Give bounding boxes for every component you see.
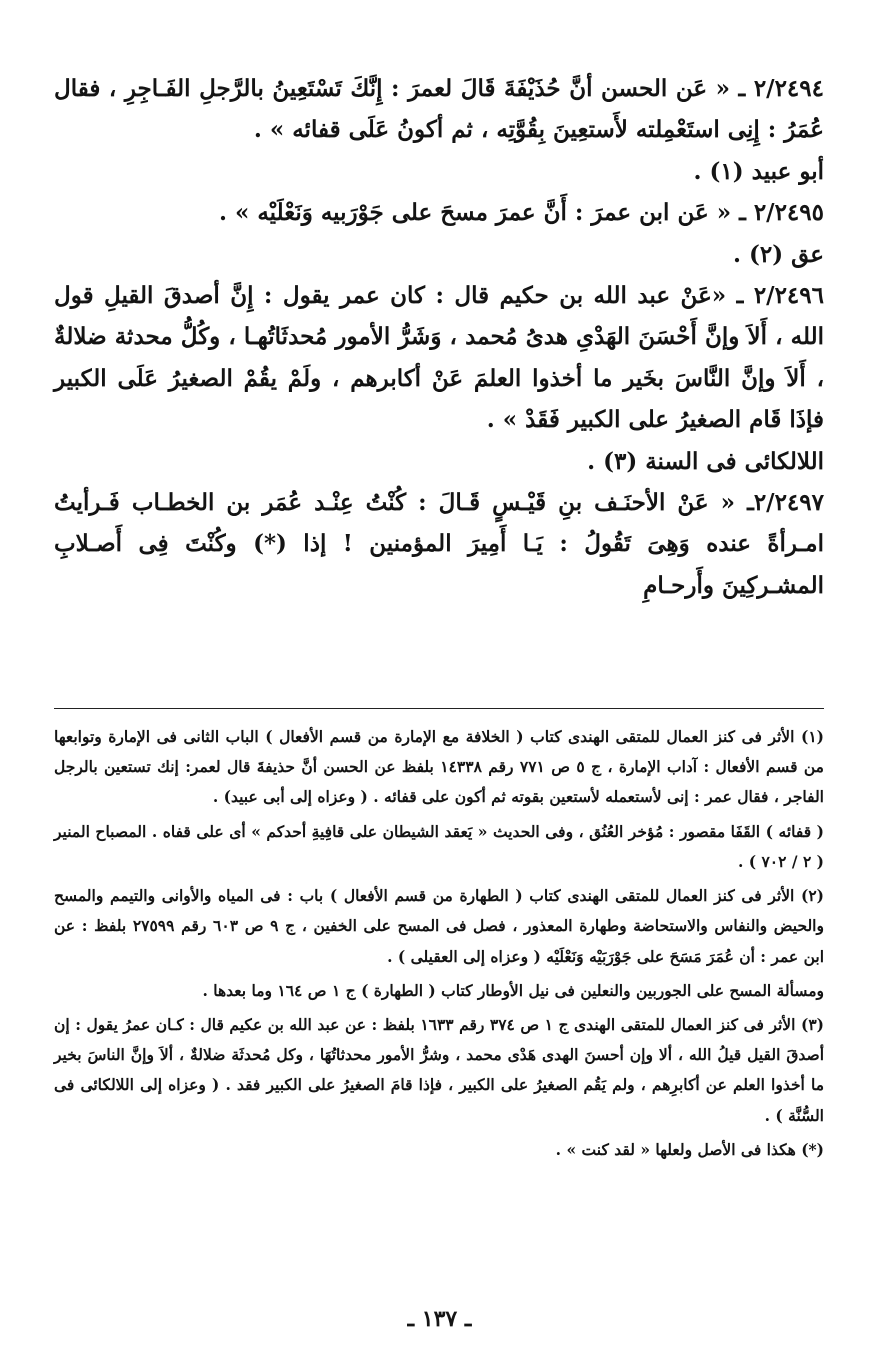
hadith-entry: ٢/٢٤٩٦ ـ «عَنْ عبد الله بن حكيم قال : كان عمر يقول : إِنَّ أصدقَ القيلِ قول الله ، أَلاَ وإنَّ أَحْسَنَ الهَدْىِ هدىُ مُحمد ، وَشَرُّ الأمور مُحدثَاتُهـا ، وكُلُّ محدثة ضلالةٌ ، أَلاَ وإنَّ النَّاسَ بخَير ما أخذوا العلمَ عَنْ أكابرهم ، ولَمْ يقُمْ الصغيرُ عَلَى الكبير فإذَا قَام الصغيرُ على الكبير فَقَدْ » . — [54, 281, 824, 434]
hadith-entry: ٢/٢٤٩٥ ـ « عَن ابن عمرَ : أَنَّ عمرَ مسحَ على جَوْرَبيه وَنَعْلَيْه » . — [218, 199, 824, 227]
hadith-source: أبو عبيد (١) . — [693, 157, 824, 185]
page-number: ـ ١٣٧ ـ — [407, 1306, 472, 1332]
hadith-source: عق (٢) . — [732, 240, 824, 268]
hadith-entry: ٢/٢٤٩٤ ـ « عَن الحسن أنَّ حُذَيْفَةَ قَالَ لعمرَ : إِنَّكَ تَسْتَعِينُ بالرَّجلِ الفَـاجِرِ ، فقال عُمَرُ : إِنِى استَعْمِلته لأَستعِينَ بِقُوَّتِه ، ثم أكونُ عَلَى قفائه » . — [54, 75, 824, 144]
footnote-divider — [54, 708, 824, 709]
hadith-source: اللالكائى فى السنة (٣) . — [587, 447, 824, 475]
footnote: (٢) الأثر فى كنز العمال للمتقى الهندى كتاب ( الطهارة من قسم الأفعال ) باب : فى المياه والأوانى والتيمم والمسح والحيض والنفاس والاستحاضة وطهارة المعذور ، فصل فى المسح على الخفين ، ج ٩ ص ٦٠٣ رقم ٢٧٥٩٩ بلفظ : عن ابن عمر : أن عُمَرَ مَسَحَ على جَوْرَبَيْه وَنَعْلَيْه ( وعزاه إلى العقيلى ) . — [54, 886, 824, 966]
footnote: ومسألة المسح على الجوربين والنعلين فى نيل الأوطار كتاب ( الطهارة ) ج ١ ص ١٦٤ وما بعدها . — [202, 980, 824, 1000]
main-text — [54, 68, 824, 606]
footnote: (١) الأثر فى كنز العمال للمتقى الهندى كتاب ( الخلافة مع الإمارة من قسم الأفعال ) الباب الثانى فى الإمارة وتوابعها من قسم الأفعال : آداب الإمارة ، ج ٥ ص ٧٧١ رقم ١٤٣٣٨ بلفظ عن الحسن أنَّ حذيفةَ قال لعمر: إنك تستعين بالرجل الفاجر ، فقال عمر : إنى لأستعمله لأستعين بقوته ثم أكون على قفائه . ( وعزاه إلى أبى عبيد) . — [54, 727, 824, 807]
footnote: ( قفائه ) القَفَا مقصور : مُؤخر العُنُق ، وفى الحديث « يَعقد الشيطان على قافِيةِ أحدكم » أى على قفاه . المصباح المنير ( ٢ / ٧٠٢ ) . — [54, 821, 824, 871]
footnote: (*) هكذا فى الأصل ولعلها « لقد كنت » . — [555, 1139, 824, 1159]
footnote: (٣) الأثر فى كنز العمال للمتقى الهندى ج ١ ص ٣٧٤ رقم ١٦٣٣ بلفظ : عن عبد الله بن عكيم قال : كـان عمرُ يقول : إن أصدقَ القيل قيلُ الله ، ألا وإن أحسنَ الهدى هَدْى محمد ، وشرُّ الأمور محدثاتُهَا ، وكل مُحدثَة ضلالةٌ ، ألاَ وإنَّ الناسَ بخير ما أخذوا العلم عن أكابرِهم ، ولم يَقُم الصغيرُ على الكبير ، فإذا قامَ الصغيرُ على الكبير فقد . ( وعزاه إلى اللالكائى فى السُّنَّة ) . — [54, 1014, 824, 1125]
hadith-entry: ٢/٢٤٩٧ـ « عَنْ الأحنَـف بنِ قَيْـسٍ قَـالَ : كُنْتُ عِنْـد عُمَر بن الخطـاب فَـرأيتُ امـرأةً عنده وَهِىَ تَقُولُ : يَـا أَمِيرَ المؤمنين ! إذا (*) وكُنْتَ فِى أَصـلابِ المشـركِينَ وأَرحـامِ — [54, 488, 824, 599]
footnotes — [54, 722, 824, 1169]
